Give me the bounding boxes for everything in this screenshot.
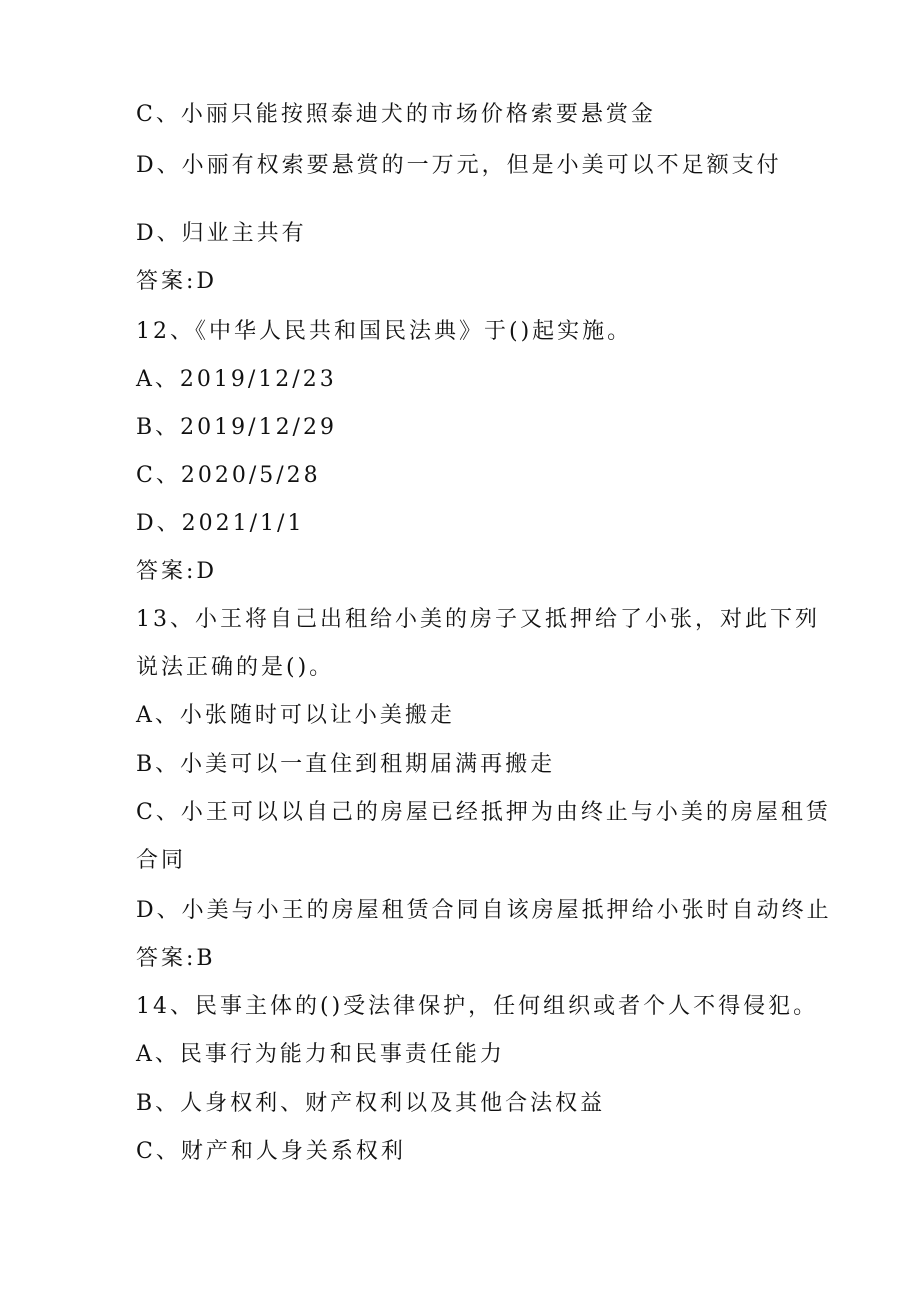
question-13-line-1: 13、小王将自己出租给小美的房子又抵押给了小张，对此下列 bbox=[136, 607, 820, 632]
answer-13: 答案:B bbox=[136, 946, 216, 971]
question-13-line-2: 说法正确的是()。 bbox=[136, 655, 335, 680]
question-12-option-c: C、2020/5/28 bbox=[136, 463, 321, 488]
question-12-option-b: B、2019/12/29 bbox=[136, 415, 337, 440]
answer-11: 答案:D bbox=[136, 269, 218, 294]
answer-12: 答案:D bbox=[136, 559, 218, 584]
question-14-option-a: A、民事行为能力和民事责任能力 bbox=[136, 1042, 505, 1067]
option-c-previous-question: C、小丽只能按照泰迪犬的市场价格索要悬赏金 bbox=[136, 102, 656, 127]
question-13-option-a: A、小张随时可以让小美搬走 bbox=[136, 703, 455, 728]
question-13-option-c-line-1: C、小王可以以自己的房屋已经抵押为由终止与小美的房屋租赁 bbox=[136, 800, 831, 825]
question-14-option-b: B、人身权利、财产权利以及其他合法权益 bbox=[136, 1091, 606, 1116]
question-12: 12、《中华人民共和国民法典》于()起实施。 bbox=[136, 319, 633, 344]
question-14-option-c: C、财产和人身关系权利 bbox=[136, 1139, 406, 1164]
question-13-option-d: D、小美与小王的房屋租赁合同自该房屋抵押给小张时自动终止 bbox=[136, 898, 832, 923]
question-13-option-c-line-2: 合同 bbox=[136, 848, 187, 873]
option-d-previous-question: D、小丽有权索要悬赏的一万元，但是小美可以不足额支付 bbox=[136, 153, 782, 178]
question-12-option-a: A、2019/12/23 bbox=[136, 367, 337, 392]
question-14: 14、民事主体的()受法律保护，任何组织或者个人不得侵犯。 bbox=[136, 994, 819, 1019]
question-12-option-d: D、2021/1/1 bbox=[136, 511, 305, 536]
question-13-option-b: B、小美可以一直住到租期届满再搬走 bbox=[136, 752, 556, 777]
option-d-fragment: D、归业主共有 bbox=[136, 221, 307, 246]
